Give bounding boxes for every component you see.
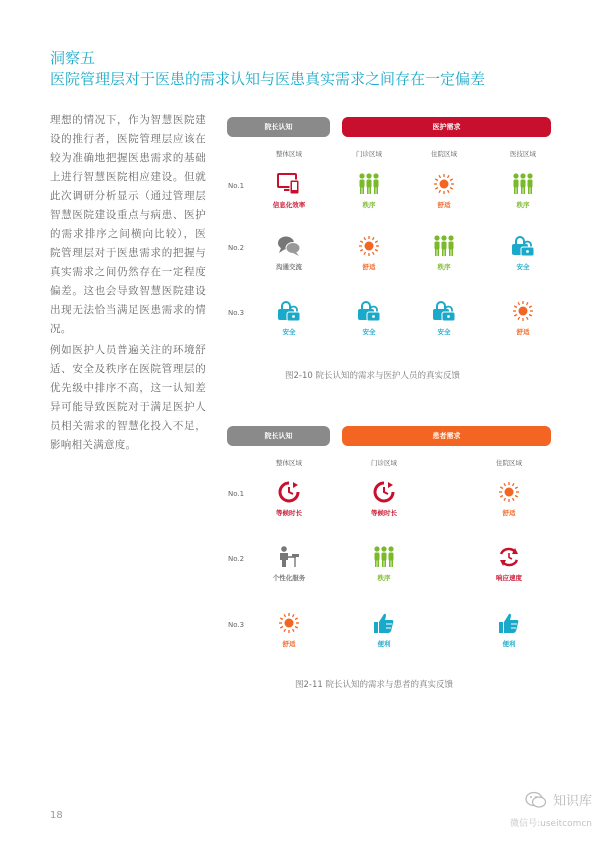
figure-1-caption: 图2-10 院长认知的需求与医护人员的真实反馈 bbox=[285, 371, 460, 381]
sun-icon bbox=[259, 611, 319, 635]
cell-label: 舒适 bbox=[502, 509, 516, 517]
thumb-icon bbox=[479, 611, 539, 635]
ranking-cell bbox=[414, 299, 474, 336]
people-icon bbox=[493, 172, 553, 196]
fig2-right-pill: 患者需求 bbox=[342, 426, 551, 446]
sun-icon bbox=[339, 234, 399, 258]
devices-icon bbox=[259, 172, 319, 196]
column-header: 门诊区域 bbox=[356, 150, 382, 158]
sun-icon bbox=[479, 480, 539, 504]
wechat-icon bbox=[525, 791, 547, 813]
ranking-cell bbox=[259, 480, 319, 517]
rank-label: No.3 bbox=[228, 621, 245, 629]
ranking-cell bbox=[259, 545, 319, 582]
fig2-left-pill: 院长认知 bbox=[227, 426, 330, 446]
people-icon bbox=[354, 545, 414, 569]
ranking-cell bbox=[479, 480, 539, 517]
cell-label: 响应速度 bbox=[496, 574, 522, 582]
cell-label: 舒适 bbox=[362, 263, 376, 271]
ranking-cell bbox=[339, 172, 399, 209]
section-label: 洞察五 bbox=[50, 49, 96, 67]
ranking-cell bbox=[493, 299, 553, 336]
service-icon bbox=[259, 545, 319, 569]
rank-label: No.2 bbox=[228, 244, 245, 252]
ranking-cell bbox=[259, 172, 319, 209]
rank-label: No.1 bbox=[228, 182, 245, 190]
column-header: 整体区域 bbox=[276, 150, 302, 158]
refresh-icon bbox=[479, 545, 539, 569]
ranking-cell bbox=[339, 234, 399, 271]
cell-label: 安全 bbox=[282, 328, 296, 336]
lock-icon bbox=[414, 299, 474, 323]
ranking-cell bbox=[354, 480, 414, 517]
lock-icon bbox=[339, 299, 399, 323]
cell-label: 秩序 bbox=[377, 574, 391, 582]
watermark-sub: 微信号:useitcomcn bbox=[510, 819, 592, 829]
ranking-cell bbox=[493, 234, 553, 271]
page-number: 18 bbox=[50, 810, 63, 821]
body-paragraph-2: 例如医护人员普遍关注的环境舒适、安全及秩序在医院管理层的优先级中排序不高，这一认知差异可能导致医院对于满足医护人员相关需求的智慧化投入不足，影响相关满意度。 bbox=[50, 344, 206, 451]
cell-label: 秩序 bbox=[437, 263, 451, 271]
ranking-cell bbox=[259, 611, 319, 648]
lock-icon bbox=[259, 299, 319, 323]
ranking-cell bbox=[414, 234, 474, 271]
ranking-cell bbox=[259, 234, 319, 271]
lock-icon bbox=[493, 234, 553, 258]
clock-icon bbox=[259, 480, 319, 504]
cell-label: 便利 bbox=[502, 640, 516, 648]
body-paragraph-1: 理想的情况下，作为智慧医院建设的推行者，医院管理层应该在较为准确地把握医患需求的基础上进行智慧医院相应建设。但就此次调研分析显示（通过管理层智慧医院建设重点与病患、医护的需求排序之间横向比较），医院管理层对于医患需求的把握与真实需求之间仍然存在一定程度偏差。这也会导致智慧医院建设出现无法恰当满足医患需求的情况。 bbox=[50, 114, 206, 335]
thumb-icon bbox=[354, 611, 414, 635]
figure-2-caption: 图2-11 院长认知的需求与患者的真实反馈 bbox=[295, 680, 453, 690]
fig1-left-pill: 院长认知 bbox=[227, 117, 330, 137]
ranking-cell bbox=[339, 299, 399, 336]
column-header: 门诊区域 bbox=[371, 459, 397, 467]
cell-label: 个性化服务 bbox=[272, 574, 306, 582]
ranking-cell bbox=[259, 299, 319, 336]
clock-icon bbox=[354, 480, 414, 504]
ranking-cell bbox=[414, 172, 474, 209]
rank-label: No.1 bbox=[228, 490, 245, 498]
cell-label: 等候时长 bbox=[371, 509, 397, 517]
people-icon bbox=[339, 172, 399, 196]
ranking-cell bbox=[354, 545, 414, 582]
column-header: 医技区域 bbox=[510, 150, 536, 158]
cell-label: 便利 bbox=[377, 640, 391, 648]
sun-icon bbox=[414, 172, 474, 196]
cell-label: 安全 bbox=[437, 328, 451, 336]
cell-label: 等候时长 bbox=[276, 509, 302, 517]
cell-label: 安全 bbox=[362, 328, 376, 336]
ranking-cell bbox=[479, 545, 539, 582]
column-header: 住院区域 bbox=[431, 150, 457, 158]
cell-label: 信息化效率 bbox=[272, 201, 306, 209]
section-title: 医院管理层对于医患的需求认知与医患真实需求之间存在一定偏差 bbox=[50, 70, 486, 88]
fig1-right-pill: 医护需求 bbox=[342, 117, 551, 137]
cell-label: 沟通交流 bbox=[276, 263, 302, 271]
sun-icon bbox=[493, 299, 553, 323]
rank-label: No.2 bbox=[228, 555, 245, 563]
cell-label: 舒适 bbox=[437, 201, 451, 209]
watermark-name: 知识库 bbox=[552, 794, 592, 809]
cell-label: 舒适 bbox=[516, 328, 530, 336]
ranking-cell bbox=[493, 172, 553, 209]
watermark bbox=[525, 790, 592, 813]
column-header: 住院区域 bbox=[496, 459, 522, 467]
cell-label: 秩序 bbox=[516, 201, 530, 209]
cell-label: 安全 bbox=[516, 263, 530, 271]
ranking-cell bbox=[354, 611, 414, 648]
cell-label: 秩序 bbox=[362, 201, 376, 209]
cell-label: 舒适 bbox=[282, 640, 296, 648]
column-header: 整体区域 bbox=[276, 459, 302, 467]
ranking-cell bbox=[479, 611, 539, 648]
people-icon bbox=[414, 234, 474, 258]
chat-icon bbox=[259, 234, 319, 258]
rank-label: No.3 bbox=[228, 309, 245, 317]
